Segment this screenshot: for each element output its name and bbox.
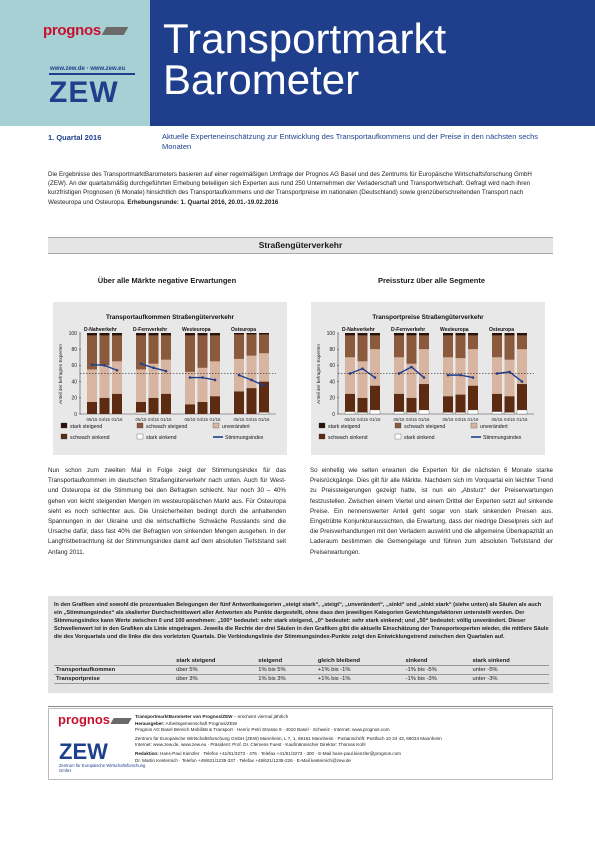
y-axis-label: Anteil der befragten Experten bbox=[58, 344, 63, 404]
legend-label: stark sinkend bbox=[146, 435, 177, 441]
bar-segment-stark-steigend bbox=[492, 333, 502, 335]
legend-swatch-schwach-steigend bbox=[395, 423, 401, 428]
legend-swatch-stark-steigend bbox=[319, 423, 325, 428]
bar-segment-schwach-steigend bbox=[100, 335, 110, 365]
legend-swatch-schwach-steigend bbox=[137, 423, 143, 428]
bar-segment-stark-steigend bbox=[87, 333, 97, 335]
x-tick-label: 05/15 bbox=[184, 417, 196, 422]
bar-segment-stark-steigend bbox=[185, 333, 195, 335]
index-point bbox=[116, 369, 119, 372]
chart-transportaufkommen-svg bbox=[53, 302, 287, 455]
group-label: D-Nahverkehr bbox=[342, 327, 375, 333]
x-tick-label: 05/15 bbox=[135, 417, 147, 422]
bar-segment-schwach-sinkend bbox=[247, 388, 257, 414]
group-label: Westeuropa bbox=[440, 327, 469, 333]
index-point bbox=[250, 379, 253, 382]
bar-segment-stark-steigend bbox=[419, 333, 429, 335]
bar-segment-stark-steigend bbox=[468, 333, 478, 335]
legend-swatch-schwach-sinkend bbox=[319, 434, 325, 439]
bar-segment-schwach-sinkend bbox=[443, 396, 453, 412]
group-label: Osteuropa bbox=[489, 327, 515, 333]
intro-paragraph: Die Ergebnisse des TransportmarktBarometers basieren auf einer regelmäßigen Umfrage der Prognos AG Basel und des Zentrums für Europäische Wirtschaftsforschung GmbH (ZEW). An der quartalsmäßig durchgeführten Erhebung beteiligen sich Experten aus rund 250 Unternehmen der Verladerschaft und Transportwirtschaft. Gefragt wird nach ihren kurzfristigen Prognosen (6 Monate) hinsichtlich des Transportaufkommens und der Transportpreise im nationalen (Deutschland) sowie grenzüberschreitenden Transport nach Westeuropa und Osteuropa. Erhebungsrunde: 1. Quartal 2016, 20.01.-19.02.2016 bbox=[48, 171, 532, 206]
bar-segment-stark-sinkend bbox=[443, 412, 453, 414]
scale-table-cell: 1% bis 3% bbox=[256, 675, 316, 684]
bar-segment-schwach-sinkend bbox=[492, 394, 502, 412]
y-tick-label: 60 bbox=[71, 363, 77, 370]
bar-segment-unveraendert bbox=[443, 357, 453, 396]
group-label: Osteuropa bbox=[231, 327, 257, 333]
bar-segment-schwach-sinkend bbox=[517, 384, 527, 410]
scale-table-cell: unter -5% bbox=[470, 666, 549, 675]
x-tick-label: 05/15 bbox=[393, 417, 405, 422]
bar-segment-stark-sinkend bbox=[394, 412, 404, 414]
y-tick-label: 60 bbox=[329, 363, 335, 370]
x-tick-label: 04/15 bbox=[406, 417, 417, 422]
legend-swatch-schwach-sinkend bbox=[61, 434, 67, 439]
subtitle: Aktuelle Experteneinschätzung zur Entwicklung des Transportaufkommens und der Preise in den nächsten sechs Monaten bbox=[162, 132, 539, 151]
bar-segment-schwach-sinkend bbox=[198, 402, 208, 414]
scale-table-cell: -1% bis -5% bbox=[404, 666, 471, 675]
legend-label: Stimmungsindex bbox=[483, 435, 522, 441]
bar-segment-unveraendert bbox=[394, 357, 404, 393]
legend-label: schwach steigend bbox=[146, 424, 188, 430]
scale-table-col-3: gleich bleibend bbox=[316, 657, 404, 666]
bar-segment-stark-steigend bbox=[161, 333, 171, 335]
index-point bbox=[447, 374, 450, 377]
bar-segment-stark-sinkend bbox=[517, 410, 527, 414]
bar-segment-schwach-sinkend bbox=[112, 394, 122, 414]
index-point bbox=[410, 366, 413, 369]
x-tick-label: 04/15 bbox=[246, 417, 257, 422]
left-heading: Über alle Märkte negative Erwartungen bbox=[97, 276, 237, 285]
legend-label: unverändert bbox=[222, 424, 250, 430]
bar-segment-stark-steigend bbox=[345, 333, 355, 335]
bar-segment-unveraendert bbox=[161, 360, 171, 394]
bar-segment-schwach-steigend bbox=[112, 335, 122, 361]
bar-segment-schwach-steigend bbox=[234, 335, 244, 359]
bar-segment-unveraendert bbox=[136, 369, 146, 401]
quarter-label: 1. Quartal 2016 bbox=[48, 133, 102, 142]
x-tick-label: 01/16 bbox=[258, 417, 270, 422]
scale-table-col-0 bbox=[54, 657, 174, 666]
y-tick-label: 0 bbox=[74, 411, 77, 418]
bar-segment-stark-steigend bbox=[394, 333, 404, 335]
footer-zew-subtitle: Zentrum für Europäische Wirtschaftsforschung GmbH bbox=[59, 763, 146, 773]
bar-segment-schwach-steigend bbox=[505, 335, 515, 359]
y-tick-label: 20 bbox=[71, 395, 77, 402]
bar-segment-stark-sinkend bbox=[505, 412, 515, 414]
bar-segment-stark-steigend bbox=[234, 333, 244, 335]
footer-prognos-logo: prognos bbox=[58, 712, 130, 727]
x-tick-label: 01/16 bbox=[418, 417, 430, 422]
bar-segment-schwach-sinkend bbox=[456, 395, 466, 413]
scale-table-cell: 1% bis 5% bbox=[256, 666, 316, 675]
chart-title: Transportpreise Straßengüterverkehr bbox=[372, 314, 484, 321]
bar-segment-stark-steigend bbox=[247, 333, 257, 335]
x-tick-label: 05/15 bbox=[442, 417, 454, 422]
scale-table-cell: über 3% bbox=[174, 675, 256, 684]
index-point bbox=[521, 380, 524, 383]
legend-swatch-stark-steigend bbox=[61, 423, 67, 428]
bar-segment-stark-steigend bbox=[517, 333, 527, 335]
bar-segment-schwach-sinkend bbox=[100, 398, 110, 414]
y-axis-label: Anteil der befragten Experten bbox=[316, 344, 321, 404]
x-tick-label: 04/15 bbox=[197, 417, 208, 422]
bar-segment-schwach-steigend bbox=[345, 335, 355, 357]
x-tick-label: 04/15 bbox=[455, 417, 466, 422]
bar-segment-schwach-steigend bbox=[161, 335, 171, 359]
bar-segment-unveraendert bbox=[87, 369, 97, 401]
scale-table-header bbox=[54, 657, 549, 666]
index-point bbox=[361, 367, 364, 370]
scale-table-col-1: stark steigend bbox=[174, 657, 256, 666]
bar-segment-schwach-sinkend bbox=[87, 402, 97, 414]
bar-segment-schwach-steigend bbox=[517, 335, 527, 349]
index-point bbox=[472, 376, 475, 379]
bar-segment-schwach-steigend bbox=[149, 335, 159, 363]
index-point bbox=[152, 367, 155, 370]
legend-swatch-unveraendert bbox=[471, 423, 477, 428]
bar-segment-unveraendert bbox=[492, 357, 502, 393]
bar-segment-schwach-sinkend bbox=[136, 402, 146, 413]
bar-segment-schwach-steigend bbox=[492, 335, 502, 357]
y-tick-label: 0 bbox=[332, 411, 335, 418]
bar-segment-schwach-sinkend bbox=[358, 398, 368, 413]
bar-segment-schwach-steigend bbox=[185, 335, 195, 371]
index-point bbox=[423, 376, 426, 379]
group-label: D-Fernverkehr bbox=[391, 327, 426, 333]
x-tick-label: 05/15 bbox=[344, 417, 356, 422]
x-tick-label: 01/16 bbox=[111, 417, 123, 422]
bar-segment-stark-steigend bbox=[370, 333, 380, 335]
legend-label: stark steigend bbox=[328, 424, 361, 430]
scale-table bbox=[54, 657, 549, 684]
scale-table-cell: +1% bis -1% bbox=[316, 675, 404, 684]
chart-transportaufkommen bbox=[53, 302, 287, 455]
bar-segment-schwach-steigend bbox=[247, 335, 257, 356]
x-tick-label: 05/15 bbox=[86, 417, 98, 422]
bar-segment-stark-sinkend bbox=[492, 412, 502, 414]
bar-segment-stark-steigend bbox=[100, 333, 110, 335]
legend-swatch-unveraendert bbox=[213, 423, 219, 428]
index-point bbox=[165, 370, 168, 373]
bar-segment-schwach-sinkend bbox=[149, 398, 159, 414]
footer-zew-logo: ZEW bbox=[59, 739, 108, 764]
bar-segment-unveraendert bbox=[198, 368, 208, 402]
index-point bbox=[238, 374, 241, 377]
x-tick-label: 01/16 bbox=[160, 417, 172, 422]
page-title: Transportmarkt Barometer bbox=[163, 15, 447, 103]
group-label: Westeuropa bbox=[182, 327, 211, 333]
y-tick-label: 100 bbox=[326, 330, 335, 337]
scale-table-col-2: steigend bbox=[256, 657, 316, 666]
bar-segment-schwach-steigend bbox=[370, 335, 380, 349]
x-tick-label: 01/16 bbox=[467, 417, 479, 422]
bar-segment-schwach-steigend bbox=[443, 335, 453, 357]
bar-segment-unveraendert bbox=[358, 361, 368, 397]
bar-segment-schwach-sinkend bbox=[210, 396, 220, 414]
website-urls: www.zew.de · www.zew.eu bbox=[50, 66, 126, 72]
bar-segment-stark-steigend bbox=[259, 333, 269, 335]
legend-label: stark steigend bbox=[70, 424, 103, 430]
section-title: Straßengüterverkehr bbox=[258, 240, 343, 250]
x-tick-label: 04/15 bbox=[357, 417, 368, 422]
scale-table-cell: unter -3% bbox=[470, 675, 549, 684]
bar-segment-schwach-steigend bbox=[456, 335, 466, 358]
bar-segment-stark-sinkend bbox=[136, 412, 146, 414]
zew-logo: ZEW bbox=[49, 76, 119, 109]
bar-segment-stark-steigend bbox=[136, 333, 146, 335]
bar-segment-unveraendert bbox=[505, 360, 515, 396]
scale-table-cell: über 5% bbox=[174, 666, 256, 675]
x-tick-label: 05/15 bbox=[233, 417, 245, 422]
bar-segment-unveraendert bbox=[370, 349, 380, 385]
bar-segment-schwach-steigend bbox=[419, 335, 429, 349]
bar-segment-stark-sinkend bbox=[358, 412, 368, 414]
index-point bbox=[263, 384, 266, 387]
bar-segment-schwach-sinkend bbox=[345, 394, 355, 412]
bar-segment-stark-steigend bbox=[210, 333, 220, 335]
legend-swatch-stark-sinkend bbox=[395, 434, 401, 439]
bar-segment-schwach-steigend bbox=[407, 335, 417, 363]
group-label: D-Fernverkehr bbox=[133, 327, 168, 333]
x-tick-label: 05/15 bbox=[491, 417, 503, 422]
scale-table-row bbox=[54, 675, 549, 684]
bar-segment-unveraendert bbox=[259, 353, 269, 381]
prognos-logo: prognos bbox=[43, 22, 126, 39]
x-tick-label: 04/15 bbox=[504, 417, 515, 422]
bar-segment-schwach-sinkend bbox=[234, 391, 244, 414]
bar-segment-stark-sinkend bbox=[419, 410, 429, 414]
index-point bbox=[140, 362, 143, 365]
x-tick-label: 01/16 bbox=[516, 417, 528, 422]
footer-divider bbox=[48, 706, 553, 707]
bar-segment-schwach-sinkend bbox=[394, 394, 404, 412]
method-note-text: In den Grafiken sind sowohl die prozentualen Belegungen der fünf Antwortkategorien „steigt stark“, „steigt“, „unverändert“, „sinkt“ und „sinkt stark“ (siehe unten) als Säulen als auch ein „Stimmungsindex“ als skalierter Durchschnittswert aller Antworten als Punkte dargestellt, ohne dass den jeweiligen Kategorien Gewichtungsfaktoren unterstellt werden. Der Stimmungsindex kann Werte zwischen 0 und 100 annehmen: „100“ bedeutet: sehr stark steigend, „0“ bedeutet: sehr stark sinkend; und „50“ bedeutet: völlig unverändert. Dieser Schwellenwert ist in den Grafiken als Linie eingetragen. Jeweils die Rechte der drei Säulen in den Grafiken gibt die aktuelle Einschätzung der Transportexperten wieder, die mittlere Säule die des Vorquartals und die linke die des vorletzten Quartals. Die Verbindungslinie der Stimmungsindex-Punkte zeigt den Entwicklungstrend zwischen den Quartalen auf. bbox=[54, 602, 549, 640]
legend-label: schwach sinkend bbox=[328, 435, 368, 441]
index-point bbox=[374, 376, 377, 379]
bar-segment-schwach-sinkend bbox=[419, 384, 429, 410]
bar-segment-schwach-sinkend bbox=[370, 386, 380, 410]
index-point bbox=[459, 374, 462, 377]
index-point bbox=[508, 371, 511, 374]
legend-label: Stimmungsindex bbox=[225, 435, 264, 441]
bar-segment-schwach-sinkend bbox=[407, 398, 417, 413]
bar-segment-stark-steigend bbox=[505, 333, 515, 335]
x-tick-label: 01/16 bbox=[209, 417, 221, 422]
bar-segment-schwach-steigend bbox=[259, 335, 269, 354]
scale-table-row bbox=[54, 666, 549, 675]
scale-table-cell: +1% bis -1% bbox=[316, 666, 404, 675]
scale-table-cell: -1% bis -3% bbox=[404, 675, 471, 684]
bar-segment-stark-sinkend bbox=[259, 412, 269, 414]
y-tick-label: 80 bbox=[329, 347, 335, 353]
bar-segment-schwach-sinkend bbox=[161, 394, 171, 414]
index-point bbox=[103, 364, 106, 367]
bar-segment-unveraendert bbox=[468, 349, 478, 385]
body-right-text: So einhellig wie selten erwarten die Experten für die nächsten 6 Monate starke Preisrückgänge. Dies gilt für alle Märkte. Nachdem sich im Vorquartal ein leichter Trend zu Preissteigerungen gezeigt hatte, ist nun ein „Absturz“ der Preiserwartungen festzustellen. Zwischen einem Viertel und einem Drittel der Experten setzt auf sinkende Preise. Ein nennenswerter Anteil geht sogar von stark sinkenden Preisen aus. Eingetrübte Konjunkturaussichten, die Erwartung, dass der niedrige Dieselpreis sich auf die Preisverhandlungen mit den Verladern auswirkt und die allgemeine Überkapazität an Laderaum bestimmen die Gemengelage und führen zum absoluten Tiefststand der Preiserwartungen. bbox=[310, 467, 553, 556]
y-tick-label: 100 bbox=[68, 330, 77, 337]
bar-segment-unveraendert bbox=[112, 361, 122, 393]
bar-segment-schwach-steigend bbox=[468, 335, 478, 349]
bar-segment-unveraendert bbox=[247, 356, 257, 388]
bar-segment-stark-steigend bbox=[198, 333, 208, 335]
bar-segment-stark-sinkend bbox=[456, 412, 466, 414]
y-tick-label: 20 bbox=[329, 395, 335, 402]
y-tick-label: 80 bbox=[71, 347, 77, 353]
legend-swatch-stark-sinkend bbox=[137, 434, 143, 439]
legend-label: schwach sinkend bbox=[70, 435, 110, 441]
scale-table-cell: Transportaufkommen bbox=[54, 666, 174, 675]
group-label: D-Nahverkehr bbox=[84, 327, 117, 333]
bar-segment-unveraendert bbox=[100, 365, 110, 397]
bar-segment-stark-sinkend bbox=[370, 410, 380, 414]
index-point bbox=[214, 379, 217, 382]
index-point bbox=[189, 376, 192, 379]
x-tick-label: 01/16 bbox=[369, 417, 381, 422]
bar-segment-stark-steigend bbox=[112, 333, 122, 335]
legend-label: schwach steigend bbox=[404, 424, 446, 430]
scale-table-col-5: stark sinkend bbox=[470, 657, 549, 666]
bar-segment-schwach-sinkend bbox=[468, 386, 478, 410]
legend-label: unverändert bbox=[480, 424, 508, 430]
bar-segment-schwach-steigend bbox=[358, 335, 368, 361]
index-point bbox=[91, 363, 94, 366]
x-tick-label: 04/15 bbox=[148, 417, 159, 422]
scale-table-cell: Transportpreise bbox=[54, 675, 174, 684]
chart-transportpreise bbox=[311, 302, 545, 455]
bar-segment-stark-steigend bbox=[443, 333, 453, 335]
bar-segment-schwach-steigend bbox=[210, 335, 220, 361]
x-tick-label: 04/15 bbox=[99, 417, 110, 422]
scale-table-col-4: sinkend bbox=[404, 657, 471, 666]
bar-segment-stark-sinkend bbox=[345, 412, 355, 414]
index-point bbox=[201, 376, 204, 379]
y-tick-label: 40 bbox=[329, 379, 335, 386]
bar-segment-stark-steigend bbox=[407, 333, 417, 335]
footer-imprint: TransportmarktBarometer von Prognos/ZEW – erscheint viermal jährlich Herausgeber: Arbeitsgemeinschaft Prognos/ZEW Prognos AG Basel Bereich Mobilität & Transport · Henric Petri Strasse 9 · 4010 Basel · Schweiz · Internet: www.prognos.com Zentrum für Europäische Wirtschaftsforschung GmbH (ZEW) Mannheim, L 7, 1, 68161 Mannheim · Postanschrift: Postfach 10 34 43, 68034 Mannheim Internet: www.zew.de, www.zew.eu · Präsident: Prof. Dr. Clemens Fuest · Kaufmännischer Direktor: Thomas Kohl Redaktion: Hans-Paul Kienzler · Telefon +41/61/3273 - 476 · Telefax +41/61/3273 - 300 · E-Mail hans-paul.kienzler@prognos.com Dr. Martin Kesternich · Telefon +49/621/1235-337 · Telefax +49/621/1235-226 · E-Mail kesternich@zew.de bbox=[135, 714, 442, 763]
bar-segment-schwach-steigend bbox=[394, 335, 404, 357]
body-left-text: Nun schon zum zweiten Mal in Folge zeigt der Stimmungsindex für das Transportaufkommen im deutschen Straßengüterverkehr nach unten. Auch für West- und Osteuropa ist die Stimmung bei den Befragten schlecht. Nur noch 30 – 40% gehen von leicht steigenden Mengen im westeuropäischen Markt aus. Für Osteuropa sieht es noch schlechter aus. Die Unsicherheiten bedingt durch die anhaltenden Spannungen in der Ukraine und die wirtschaftliche Schwäche Russlands sind die Ursache dafür, dass fast 40% der Befragten von sinkenden Mengen ausgehen. In der Langfristbetrachtung ist der Stimmungsindex damit auf dem absoluten Tiefststand seit Anfang 2011. bbox=[48, 467, 286, 556]
y-tick-label: 40 bbox=[71, 379, 77, 386]
chart-title: Transportaufkommen Straßengüterverkehr bbox=[105, 314, 235, 321]
chart-transportpreise-svg bbox=[311, 302, 545, 455]
bar-segment-stark-steigend bbox=[456, 333, 466, 335]
bar-segment-stark-sinkend bbox=[468, 410, 478, 414]
bar-segment-schwach-sinkend bbox=[505, 396, 515, 412]
legend-label: stark sinkend bbox=[404, 435, 435, 441]
bar-segment-schwach-steigend bbox=[198, 335, 208, 367]
bar-segment-unveraendert bbox=[345, 357, 355, 393]
bar-segment-stark-steigend bbox=[358, 333, 368, 335]
right-heading: Preissturz über alle Segmente bbox=[377, 276, 486, 285]
bar-segment-stark-steigend bbox=[149, 333, 159, 335]
bar-segment-schwach-sinkend bbox=[185, 404, 195, 414]
bar-segment-stark-sinkend bbox=[407, 412, 417, 414]
